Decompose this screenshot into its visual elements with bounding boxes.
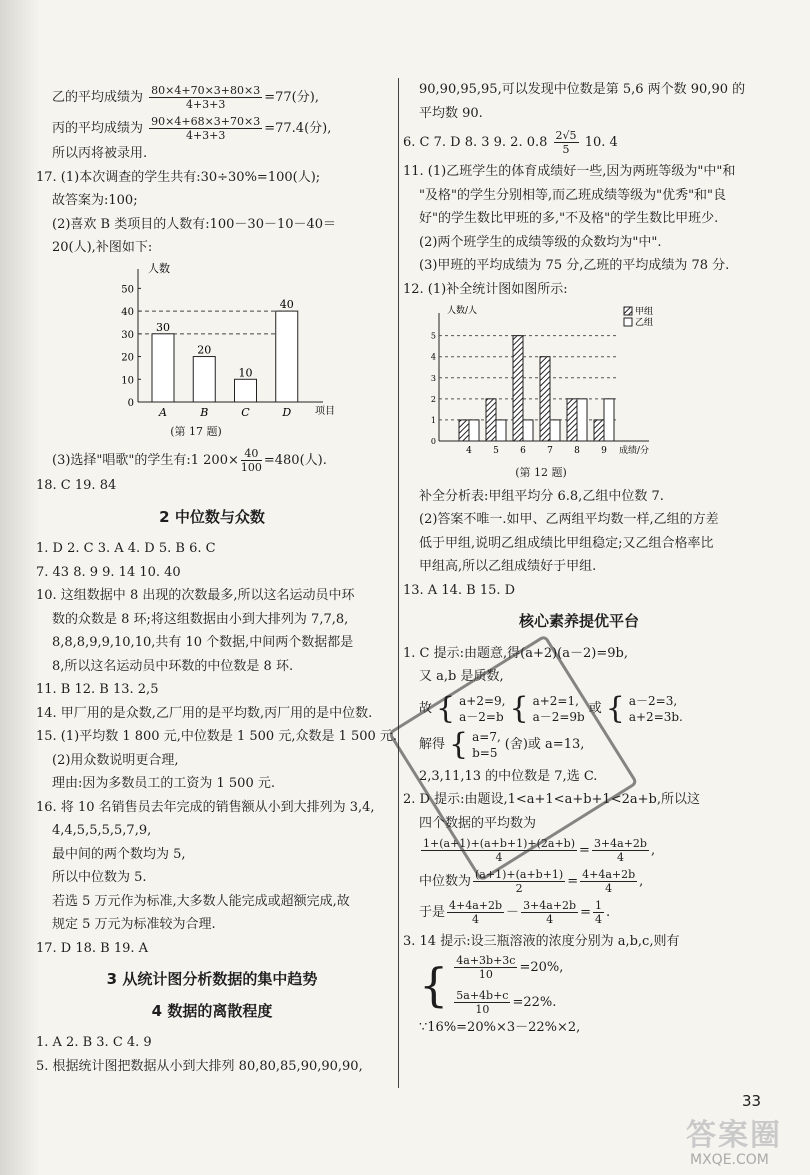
- frac-denominator: 4+3+3: [185, 129, 226, 142]
- text-line: 又 a,b 是质数,: [419, 669, 504, 684]
- frac-denominator: 4: [546, 913, 554, 926]
- chart-q17-svg: [116, 260, 346, 420]
- chart-q12-caption: (第 12 题): [515, 466, 567, 479]
- text-line: 20(人),补图如下:: [52, 240, 153, 255]
- q6-line: [403, 129, 755, 156]
- bar-jia-8: [567, 399, 577, 441]
- eq: a－2=9b: [532, 709, 585, 724]
- med-eq-fraction: [580, 868, 637, 895]
- text-line: 所以丙将被录用.: [52, 146, 148, 161]
- text-line: 10. 这组数据中 8 出现的次数最多,所以这名运动员中环: [36, 588, 355, 603]
- or-label: 或: [588, 700, 602, 716]
- x-tick-label-D: D: [282, 405, 292, 419]
- bar-jia-9: [594, 420, 604, 441]
- system-3: [629, 693, 683, 725]
- bar-yi-6: [523, 420, 533, 441]
- y-tick-label: 40: [121, 306, 134, 318]
- then-fraction-1: [447, 899, 504, 926]
- right-column: [403, 78, 755, 1039]
- q17-3-result: =480(人).: [263, 453, 327, 468]
- data-label-B: 20: [197, 343, 212, 357]
- bar-D: [276, 311, 298, 402]
- yi-average-result: =77(分),: [264, 90, 319, 105]
- then-label: 于是: [419, 905, 446, 920]
- q3-eq2-fraction: [454, 989, 510, 1016]
- bing-average-line: [36, 115, 388, 142]
- bar-yi-4: [469, 420, 479, 441]
- gu-label: 故: [419, 700, 433, 716]
- frac-denominator: 10: [475, 1002, 490, 1016]
- text-line: 14. 甲厂用的是众数,乙厂用的是平均数,丙厂用的是中位数.: [36, 705, 373, 721]
- frac-denominator: 4: [616, 851, 624, 864]
- bar-jia-5: [486, 399, 496, 441]
- brace-icon: {: [605, 690, 625, 726]
- y-tick-label: 3: [430, 373, 436, 383]
- y-tick-label: 0: [127, 397, 134, 409]
- page-number: 33: [742, 1092, 762, 1110]
- x-tick-label-A: A: [159, 405, 167, 419]
- text-line: 4,4,5,5,5,5,7,9,: [52, 823, 152, 838]
- frac-denominator: 100: [240, 461, 262, 474]
- y-axis-label: 人数/人: [447, 306, 478, 316]
- y-tick-label: 2: [430, 394, 436, 404]
- q3-eq1: [452, 954, 563, 981]
- frac-numerator: (a+1)+(a+b+1): [475, 868, 564, 881]
- frac-numerator: 4+4a+2b: [449, 899, 503, 912]
- text-line: 12. (1)补全统计图如图所示:: [403, 281, 568, 297]
- x-tick-label-5: 5: [493, 446, 499, 456]
- eq: a+2=1,: [532, 693, 579, 708]
- text-line: 5. 根据统计图把数据从小到大排列 80,80,85,90,90,90,: [36, 1058, 363, 1074]
- section-3-heading: 3 从统计图分析数据的集中趋势: [106, 970, 318, 988]
- text-line: ∵16%=20%×3－22%×2,: [419, 1019, 581, 1035]
- frac-numerator: 1: [595, 899, 602, 912]
- y-tick-label: 0: [430, 437, 436, 446]
- text-line: 16. 将 10 名销售员去年完成的销售额从小到大排列为 3,4,: [36, 799, 375, 815]
- text-line: (2)用众数说明更合理,: [52, 752, 179, 768]
- chart-q17: [116, 260, 388, 444]
- text-line: 补全分析表:甲组平均分 6.8,乙组中位数 7.: [419, 488, 664, 504]
- brace-icon: {: [436, 690, 456, 726]
- legend-label-jia: 甲组: [635, 307, 654, 317]
- then-formula: 于是 $\frac{4+4a+2b}{4}$ － $\frac{3+4a+2b}{4}$ = $\frac{1}{4}$ .: [419, 899, 611, 926]
- chart-q12: [421, 301, 755, 485]
- eq: b=5: [472, 745, 498, 760]
- q6-text: 6. C 7. D 8. 3 9. 2. 0.8: [403, 135, 548, 150]
- data-label-A: 30: [156, 320, 170, 334]
- watermark-logo: 答案圈: [686, 1118, 782, 1153]
- solution-note: (舍)或 a=13,: [504, 736, 585, 752]
- text-line: 17. D 18. B 19. A: [36, 940, 149, 956]
- q17-line: 17. (1)本次调查的学生共有:30÷30%=100(人);: [36, 169, 321, 185]
- legend-label-yi: 乙组: [635, 318, 654, 328]
- frac-denominator: 10: [478, 967, 493, 981]
- text-line: 8,8,8,9,9,10,10,共有 10 个数据,中间两个数据都是: [52, 635, 354, 650]
- y-tick-label: 10: [121, 374, 134, 386]
- eq: a+2=9,: [459, 693, 506, 708]
- y-tick-label: 30: [121, 329, 134, 341]
- jiede-label: 解得: [419, 736, 446, 752]
- frac-denominator: 4: [595, 913, 602, 926]
- bar-A: [152, 333, 174, 401]
- text-line: 四个数据的平均数为: [419, 815, 537, 831]
- text-line: (2)答案不唯一.如甲、乙两组平均数一样,乙组的方差: [419, 512, 719, 527]
- bar-jia-6: [513, 336, 523, 441]
- left-column: [36, 84, 398, 1078]
- q17-3-fraction: [241, 447, 262, 474]
- q3-eq1-tail: =20%,: [519, 959, 564, 975]
- frac-numerator: 2√5: [555, 129, 577, 142]
- frac-numerator: 5a+4b+c: [456, 988, 509, 1002]
- brace-icon: {: [449, 726, 469, 762]
- text-line: 好"的学生数比甲班的多,"不及格"的学生数比甲班少.: [419, 211, 719, 226]
- yi-average-fraction: [149, 84, 262, 111]
- column-divider: [398, 78, 399, 1088]
- q3-line: 3. 14 提示:设三瓶溶液的浓度分别为 a,b,c,则有: [403, 934, 680, 949]
- x-axis-label: 项目: [315, 405, 335, 417]
- binding-shadow: [0, 0, 40, 1175]
- text-line: 2. D 提示:由题设,1<a+1<a+b+1<2a+b,所以这: [403, 792, 700, 807]
- q3-equations: [452, 954, 563, 1016]
- section-4-heading: 4 数据的离散程度: [151, 1001, 273, 1020]
- y-tick-label: 1: [430, 415, 436, 425]
- median-label: 中位数为: [419, 874, 472, 889]
- x-tick-label-9: 9: [601, 446, 607, 456]
- text-line: 90,90,95,95,可以发现中位数是第 5,6 两个数 90,90 的: [419, 82, 746, 97]
- q3-eq2: [452, 989, 563, 1016]
- x-tick-label-C: C: [241, 405, 250, 419]
- section-core-heading: 核心素养提优平台: [518, 612, 639, 630]
- text-line: 平均数 90.: [419, 105, 483, 121]
- q3-system: [403, 954, 755, 1016]
- bar-jia-7: [540, 357, 550, 441]
- x-tick-label-8: 8: [574, 446, 580, 456]
- yi-average-line: [36, 84, 388, 111]
- text-line: (2)两个班学生的成绩等级的众数均为"中".: [419, 234, 662, 250]
- bar-yi-5: [496, 420, 506, 441]
- eq: a=7,: [472, 729, 501, 744]
- text-line: 15. (1)平均数 1 800 元,中位数是 1 500 元,众数是 1 500 元.: [36, 729, 398, 744]
- bing-average-label: 丙的平均成绩为: [52, 121, 144, 136]
- avg-eq-fraction: [592, 837, 649, 864]
- text-line: 11. (1)乙班学生的体育成绩好一些,因为两班等级为"中"和: [403, 164, 736, 179]
- text-line: 若选 5 万元作为标准,大多数人能完成或超额完成,故: [52, 893, 350, 909]
- text-line: 13. A 14. B 15. D: [403, 582, 516, 598]
- frac-numerator: 4a+3b+3c: [456, 953, 516, 967]
- q18-line: 18. C 19. 84: [36, 478, 117, 493]
- text-line: 8,所以这名运动员中环数的中位数是 8 环.: [52, 658, 294, 674]
- x-axis-label: 成绩/分: [619, 446, 650, 456]
- text-line: 理由:因为多数员工的工资为 1 500 元.: [52, 776, 275, 791]
- bar-jia-4: [459, 420, 469, 441]
- q17-3-text: (3)选择"唱歌"的学生有:1 200×: [52, 453, 239, 468]
- y-tick-label: 20: [121, 352, 134, 364]
- y-tick-label: 50: [121, 283, 134, 295]
- text-line: 2,3,11,13 的中位数是 7,选 C.: [419, 768, 598, 784]
- bar-yi-7: [550, 420, 560, 441]
- bar-yi-9: [604, 399, 614, 441]
- text-line: (2)喜欢 B 类项目的人数有:100－30－10－40＝: [52, 216, 337, 232]
- frac-denominator: 4: [495, 851, 503, 864]
- frac-numerator: 3+4a+2b: [523, 899, 577, 912]
- frac-denominator: 2: [515, 882, 523, 895]
- y-tick-label: 5: [430, 331, 436, 341]
- median-formula: 中位数为 $\frac{(a+1)+(a+b+1)}{2}$ = $\frac{4+4a+2b}{4}$ ,: [419, 868, 644, 895]
- average-formula: $\frac{1+(a+1)+(a+b+1)+(2a+b)}{4}$ = $\frac{3+4a+2b}{4}$ ,: [423, 837, 656, 864]
- q6-fraction: [554, 129, 579, 156]
- data-label-C: 10: [238, 365, 253, 379]
- frac-numerator: 4+4a+2b: [582, 868, 636, 881]
- data-label-D: 40: [279, 297, 294, 311]
- text-line: 11. B 12. B 13. 2,5: [36, 682, 159, 697]
- legend-swatch-jia: [624, 307, 632, 315]
- text-line: "及格"的学生分别相等,而乙班成绩等级为"优秀"和"良: [419, 187, 727, 203]
- x-tick-label-6: 6: [520, 446, 526, 456]
- chart-q12-svg: [421, 301, 671, 461]
- section-2-heading: 2 中位数与众数: [159, 507, 265, 526]
- x-tick-label-7: 7: [547, 446, 553, 456]
- brace-icon: {: [419, 957, 449, 1012]
- text-line: 7. 43 8. 9 9. 14 10. 40: [36, 564, 181, 580]
- text-line: 故答案为:100;: [52, 193, 138, 208]
- frac-numerator: 40: [241, 447, 262, 461]
- frac-numerator: 1+(a+1)+(a+b+1)+(2a+b): [423, 837, 576, 850]
- x-tick-label-B: B: [200, 405, 209, 419]
- frac-denominator: 4+3+3: [185, 98, 226, 111]
- bing-average-result: =77.4(分),: [264, 121, 332, 136]
- chart-q17-caption: (第 17 题): [170, 424, 222, 438]
- text-line: 所以中位数为 5.: [52, 870, 147, 885]
- frac-numerator: 90×4+68×3+70×3: [151, 115, 261, 128]
- bar-B: [193, 356, 215, 401]
- brace-icon: {: [509, 690, 529, 726]
- text-line: 甲组高,所以乙组成绩好于甲组.: [419, 559, 597, 574]
- bing-average-fraction: [149, 115, 262, 142]
- frac-numerator: 80×4+70×3+80×3: [151, 84, 261, 97]
- bar-yi-8: [577, 399, 587, 441]
- frac-denominator: 4: [472, 913, 480, 926]
- text-line: 规定 5 万元为标准较为合理.: [52, 917, 216, 932]
- q3-eq1-fraction: [454, 954, 517, 981]
- frac-denominator: 4: [605, 882, 613, 895]
- q6-tail: 10. 4: [584, 135, 618, 150]
- eq: a+2=3b.: [628, 709, 683, 724]
- q17-3-line: [36, 447, 388, 474]
- yi-average-label: 乙的平均成绩为: [52, 90, 144, 105]
- y-tick-label: 4: [430, 352, 436, 362]
- legend-swatch-yi: [624, 318, 632, 326]
- y-axis-label: 人数: [148, 261, 170, 275]
- frac-denominator: 5: [562, 143, 570, 156]
- frac-numerator: 3+4a+2b: [593, 837, 647, 850]
- eq: a－2=b: [459, 709, 504, 724]
- bar-C: [235, 379, 257, 402]
- watermark-url: MXQE.COM: [690, 1152, 769, 1168]
- text-line: 最中间的两个数均为 5,: [52, 846, 186, 862]
- text-line: 1. C 提示:由题意,得(a+2)(a－2)=9b,: [403, 645, 628, 661]
- then-fraction-2: [521, 899, 578, 926]
- text-line: 1. A 2. B 3. C 4. 9: [36, 1035, 152, 1050]
- text-line: 低于甲组,说明乙组成绩比甲组稳定;又乙组合格率比: [419, 535, 714, 551]
- eq: a－2=3,: [628, 693, 678, 708]
- q3-eq2-tail: =22%.: [512, 994, 557, 1010]
- text-line: (3)甲班的平均成绩为 75 分,乙班的平均成绩为 78 分.: [419, 258, 730, 273]
- then-result: [593, 899, 604, 926]
- text-line: 1. D 2. C 3. A 4. D 5. B 6. C: [36, 541, 216, 556]
- text-line: 数的众数是 8 环;将这组数据由小到大排列为 7,7,8,: [52, 611, 349, 627]
- x-tick-label-4: 4: [466, 446, 472, 456]
